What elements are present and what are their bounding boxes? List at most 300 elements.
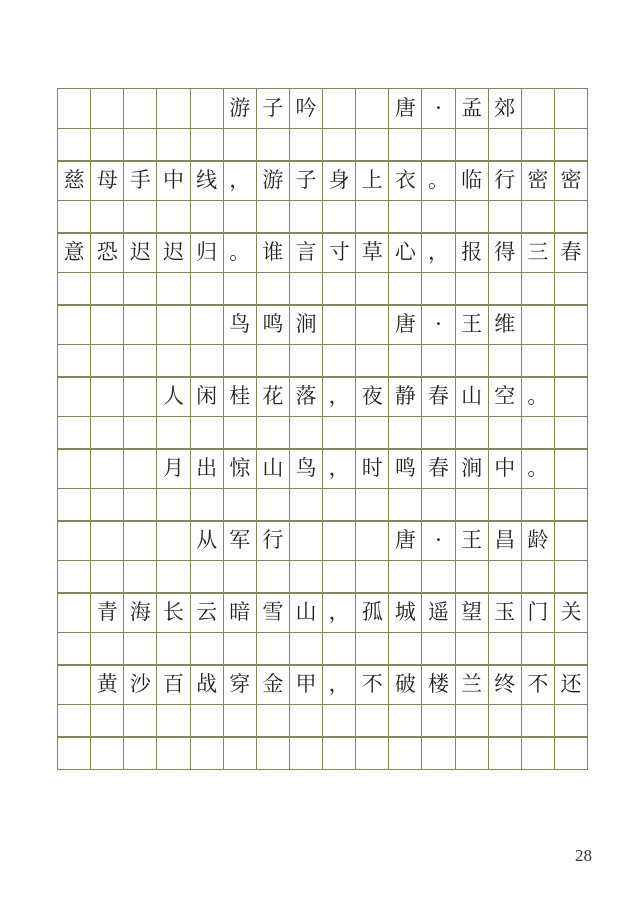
poem-line-char: 百 bbox=[157, 664, 190, 705]
grid-cell bbox=[58, 272, 91, 306]
grid-cell bbox=[290, 520, 323, 561]
grid-cell bbox=[522, 416, 555, 450]
grid-cell bbox=[157, 88, 190, 129]
grid-cell bbox=[124, 344, 157, 378]
grid-cell bbox=[522, 304, 555, 345]
text-grid-row bbox=[57, 160, 588, 201]
grid-cell bbox=[555, 272, 588, 306]
poem-title-char: 子 bbox=[257, 88, 290, 129]
poem-line-char: 迟 bbox=[124, 232, 157, 273]
grid-cell bbox=[191, 704, 224, 738]
grid-cell bbox=[157, 736, 190, 770]
grid-cell bbox=[157, 632, 190, 666]
grid-cell bbox=[356, 304, 389, 345]
grid-cell bbox=[389, 560, 422, 594]
grid-cell bbox=[555, 520, 588, 561]
poem-line-char: 花 bbox=[257, 376, 290, 417]
poem-line-char: 。 bbox=[422, 160, 455, 201]
blank-grid-row bbox=[57, 704, 588, 738]
grid-cell bbox=[58, 416, 91, 450]
poem-line-char: 长 bbox=[157, 592, 190, 633]
poem-title-char: 游 bbox=[224, 88, 257, 129]
grid-cell bbox=[224, 736, 257, 770]
grid-cell bbox=[323, 704, 356, 738]
poem-author-char: 王 bbox=[456, 520, 489, 561]
poem-line-char: 得 bbox=[489, 232, 522, 273]
grid-cell bbox=[91, 632, 124, 666]
poem-line-char: 山 bbox=[456, 376, 489, 417]
grid-cell bbox=[58, 128, 91, 162]
poem-title-char: 从 bbox=[191, 520, 224, 561]
grid-cell bbox=[389, 272, 422, 306]
poem-line-char: ， bbox=[323, 664, 356, 705]
poem-line-char: 桂 bbox=[224, 376, 257, 417]
poem-author-char: 维 bbox=[489, 304, 522, 345]
grid-cell bbox=[157, 304, 190, 345]
grid-cell bbox=[422, 488, 455, 522]
grid-cell bbox=[555, 304, 588, 345]
grid-cell bbox=[555, 632, 588, 666]
grid-cell bbox=[489, 632, 522, 666]
poem-line-char: 鸟 bbox=[290, 448, 323, 489]
grid-cell bbox=[290, 704, 323, 738]
poem-line-char: 母 bbox=[91, 160, 124, 201]
grid-cell bbox=[489, 200, 522, 234]
grid-cell bbox=[290, 736, 323, 770]
grid-cell bbox=[456, 736, 489, 770]
poem-line-char: 沙 bbox=[124, 664, 157, 705]
poem-line-char: 密 bbox=[522, 160, 555, 201]
grid-cell bbox=[91, 416, 124, 450]
grid-cell bbox=[91, 272, 124, 306]
poem-line-char: 遥 bbox=[422, 592, 455, 633]
grid-cell bbox=[323, 416, 356, 450]
grid-cell bbox=[489, 272, 522, 306]
grid-cell bbox=[356, 560, 389, 594]
poem-line-char: 山 bbox=[257, 448, 290, 489]
grid-cell bbox=[191, 304, 224, 345]
grid-cell bbox=[124, 376, 157, 417]
grid-cell bbox=[257, 704, 290, 738]
grid-cell bbox=[323, 632, 356, 666]
poem-line-char: 静 bbox=[389, 376, 422, 417]
grid-cell bbox=[157, 272, 190, 306]
poem-line-char: 门 bbox=[522, 592, 555, 633]
grid-cell bbox=[489, 344, 522, 378]
grid-cell bbox=[257, 488, 290, 522]
poem-line-char: 孤 bbox=[356, 592, 389, 633]
poem-line-char: 雪 bbox=[257, 592, 290, 633]
grid-cell bbox=[58, 488, 91, 522]
grid-cell bbox=[356, 704, 389, 738]
grid-cell bbox=[389, 416, 422, 450]
poem-line-char: 金 bbox=[257, 664, 290, 705]
grid-cell bbox=[456, 416, 489, 450]
text-grid-row bbox=[57, 592, 588, 633]
poem-line-char: ， bbox=[323, 376, 356, 417]
grid-cell bbox=[157, 488, 190, 522]
poem-line-char: 上 bbox=[356, 160, 389, 201]
grid-cell bbox=[356, 520, 389, 561]
grid-cell bbox=[257, 416, 290, 450]
poem-line-char: 月 bbox=[157, 448, 190, 489]
poem-line-char: 涧 bbox=[456, 448, 489, 489]
grid-cell bbox=[489, 736, 522, 770]
grid-cell bbox=[191, 200, 224, 234]
grid-cell bbox=[323, 88, 356, 129]
grid-cell bbox=[389, 736, 422, 770]
poem-author-char: 郊 bbox=[489, 88, 522, 129]
grid-cell bbox=[356, 88, 389, 129]
text-grid-row bbox=[57, 88, 588, 129]
grid-cell bbox=[224, 128, 257, 162]
grid-cell bbox=[422, 344, 455, 378]
grid-cell bbox=[191, 416, 224, 450]
grid-cell bbox=[58, 704, 91, 738]
grid-cell bbox=[522, 128, 555, 162]
grid-cell bbox=[456, 488, 489, 522]
grid-cell bbox=[290, 272, 323, 306]
poem-line-char: 战 bbox=[191, 664, 224, 705]
grid-cell bbox=[224, 416, 257, 450]
text-grid-row bbox=[57, 664, 588, 705]
grid-cell bbox=[422, 704, 455, 738]
poem-line-char: 春 bbox=[422, 376, 455, 417]
grid-cell bbox=[323, 344, 356, 378]
poem-line-char: 云 bbox=[191, 592, 224, 633]
grid-cell bbox=[124, 128, 157, 162]
poem-line-char: 破 bbox=[389, 664, 422, 705]
grid-cell bbox=[157, 128, 190, 162]
grid-cell bbox=[323, 200, 356, 234]
grid-cell bbox=[389, 632, 422, 666]
grid-cell bbox=[257, 560, 290, 594]
grid-cell bbox=[555, 488, 588, 522]
grid-cell bbox=[356, 200, 389, 234]
grid-cell bbox=[191, 488, 224, 522]
grid-cell bbox=[191, 88, 224, 129]
poem-line-char: 密 bbox=[555, 160, 588, 201]
text-grid-row bbox=[57, 520, 588, 561]
grid-cell bbox=[422, 560, 455, 594]
poem-line-char: 言 bbox=[290, 232, 323, 273]
grid-cell bbox=[489, 416, 522, 450]
poem-author-char: 唐 bbox=[389, 88, 422, 129]
grid-cell bbox=[356, 736, 389, 770]
poem-line-char: 青 bbox=[91, 592, 124, 633]
grid-cell bbox=[124, 704, 157, 738]
grid-cell bbox=[58, 304, 91, 345]
grid-cell bbox=[290, 560, 323, 594]
grid-cell bbox=[356, 272, 389, 306]
poem-line-char: 甲 bbox=[290, 664, 323, 705]
grid-cell bbox=[522, 88, 555, 129]
grid-cell bbox=[456, 560, 489, 594]
blank-grid-row bbox=[57, 560, 588, 594]
grid-cell bbox=[257, 632, 290, 666]
grid-cell bbox=[456, 128, 489, 162]
poem-line-char: 寸 bbox=[323, 232, 356, 273]
grid-cell bbox=[257, 736, 290, 770]
grid-cell bbox=[323, 560, 356, 594]
poem-line-char: 谁 bbox=[257, 232, 290, 273]
poem-line-char: 夜 bbox=[356, 376, 389, 417]
grid-cell bbox=[124, 632, 157, 666]
grid-cell bbox=[389, 344, 422, 378]
grid-cell bbox=[422, 632, 455, 666]
grid-cell bbox=[91, 520, 124, 561]
grid-cell bbox=[489, 128, 522, 162]
grid-cell bbox=[522, 488, 555, 522]
poem-author-char: 唐 bbox=[389, 304, 422, 345]
poem-line-char: 报 bbox=[456, 232, 489, 273]
grid-cell bbox=[356, 344, 389, 378]
grid-cell bbox=[124, 736, 157, 770]
grid-cell bbox=[522, 736, 555, 770]
poem-author-char: · bbox=[422, 520, 455, 561]
poem-line-char: 。 bbox=[224, 232, 257, 273]
grid-cell bbox=[157, 344, 190, 378]
blank-grid-row bbox=[57, 128, 588, 162]
grid-cell bbox=[58, 344, 91, 378]
blank-grid-row bbox=[57, 632, 588, 666]
grid-cell bbox=[58, 592, 91, 633]
grid-cell bbox=[323, 488, 356, 522]
blank-grid-row bbox=[57, 488, 588, 522]
grid-cell bbox=[257, 272, 290, 306]
grid-cell bbox=[290, 416, 323, 450]
grid-cell bbox=[422, 416, 455, 450]
grid-cell bbox=[555, 376, 588, 417]
text-grid-row bbox=[57, 304, 588, 345]
grid-cell bbox=[323, 128, 356, 162]
calligraphy-practice-grid bbox=[57, 88, 588, 840]
blank-grid-row bbox=[57, 736, 588, 770]
grid-cell bbox=[456, 200, 489, 234]
grid-cell bbox=[522, 632, 555, 666]
blank-grid-row bbox=[57, 200, 588, 234]
poem-line-char: 望 bbox=[456, 592, 489, 633]
grid-cell bbox=[124, 200, 157, 234]
grid-cell bbox=[555, 736, 588, 770]
grid-cell bbox=[91, 344, 124, 378]
text-grid-row bbox=[57, 232, 588, 273]
poem-line-char: 人 bbox=[157, 376, 190, 417]
grid-cell bbox=[191, 272, 224, 306]
poem-line-char: 归 bbox=[191, 232, 224, 273]
poem-author-char: 昌 bbox=[489, 520, 522, 561]
poem-line-char: 玉 bbox=[489, 592, 522, 633]
grid-cell bbox=[58, 736, 91, 770]
grid-cell bbox=[422, 128, 455, 162]
poem-line-char: 海 bbox=[124, 592, 157, 633]
poem-author-char: · bbox=[422, 88, 455, 129]
grid-cell bbox=[422, 272, 455, 306]
grid-cell bbox=[422, 200, 455, 234]
grid-cell bbox=[290, 632, 323, 666]
poem-line-char: 。 bbox=[522, 448, 555, 489]
poem-line-char: 迟 bbox=[157, 232, 190, 273]
grid-cell bbox=[191, 128, 224, 162]
poem-line-char: 中 bbox=[489, 448, 522, 489]
poem-line-char: 不 bbox=[522, 664, 555, 705]
poem-line-char: 春 bbox=[422, 448, 455, 489]
grid-cell bbox=[522, 272, 555, 306]
grid-cell bbox=[489, 488, 522, 522]
poem-title-char: 军 bbox=[224, 520, 257, 561]
grid-cell bbox=[157, 200, 190, 234]
poem-line-char: 恐 bbox=[91, 232, 124, 273]
grid-cell bbox=[389, 488, 422, 522]
page-number: 28 bbox=[575, 846, 592, 865]
grid-cell bbox=[323, 304, 356, 345]
grid-cell bbox=[91, 128, 124, 162]
grid-cell bbox=[91, 488, 124, 522]
grid-cell bbox=[124, 304, 157, 345]
poem-line-char: 关 bbox=[555, 592, 588, 633]
poem-line-char: 惊 bbox=[224, 448, 257, 489]
poem-line-char: 行 bbox=[489, 160, 522, 201]
grid-cell bbox=[224, 632, 257, 666]
poem-line-char: 终 bbox=[489, 664, 522, 705]
grid-cell bbox=[257, 344, 290, 378]
grid-cell bbox=[91, 304, 124, 345]
poem-author-char: 唐 bbox=[389, 520, 422, 561]
grid-cell bbox=[58, 664, 91, 705]
grid-cell bbox=[555, 344, 588, 378]
grid-cell bbox=[389, 704, 422, 738]
grid-cell bbox=[91, 560, 124, 594]
grid-cell bbox=[389, 200, 422, 234]
poem-line-char: ， bbox=[323, 448, 356, 489]
grid-cell bbox=[58, 632, 91, 666]
grid-cell bbox=[522, 560, 555, 594]
grid-cell bbox=[555, 200, 588, 234]
grid-cell bbox=[522, 200, 555, 234]
grid-cell bbox=[456, 344, 489, 378]
grid-cell bbox=[555, 416, 588, 450]
grid-cell bbox=[124, 416, 157, 450]
blank-grid-row bbox=[57, 416, 588, 450]
poem-line-char: 身 bbox=[323, 160, 356, 201]
grid-cell bbox=[356, 488, 389, 522]
poem-line-char: 闲 bbox=[191, 376, 224, 417]
grid-cell bbox=[124, 448, 157, 489]
grid-cell bbox=[58, 560, 91, 594]
poem-line-char: 心 bbox=[389, 232, 422, 273]
poem-line-char: 出 bbox=[191, 448, 224, 489]
poem-line-char: 黄 bbox=[91, 664, 124, 705]
grid-cell bbox=[58, 200, 91, 234]
poem-line-char: 意 bbox=[58, 232, 91, 273]
grid-cell bbox=[323, 736, 356, 770]
blank-grid-row bbox=[57, 272, 588, 306]
poem-line-char: 三 bbox=[522, 232, 555, 273]
grid-cell bbox=[456, 704, 489, 738]
text-grid-row bbox=[57, 376, 588, 417]
grid-cell bbox=[58, 448, 91, 489]
grid-cell bbox=[257, 128, 290, 162]
grid-cell bbox=[91, 376, 124, 417]
grid-cell bbox=[489, 560, 522, 594]
grid-cell bbox=[157, 560, 190, 594]
grid-cell bbox=[124, 488, 157, 522]
grid-cell bbox=[157, 416, 190, 450]
poem-line-char: 城 bbox=[389, 592, 422, 633]
poem-line-char: ， bbox=[323, 592, 356, 633]
grid-cell bbox=[124, 88, 157, 129]
poem-line-char: 空 bbox=[489, 376, 522, 417]
grid-cell bbox=[522, 344, 555, 378]
grid-cell bbox=[58, 88, 91, 129]
grid-cell bbox=[124, 520, 157, 561]
grid-cell bbox=[224, 344, 257, 378]
grid-cell bbox=[157, 704, 190, 738]
poem-line-char: 时 bbox=[356, 448, 389, 489]
grid-cell bbox=[157, 520, 190, 561]
poem-title-char: 涧 bbox=[290, 304, 323, 345]
grid-cell bbox=[91, 448, 124, 489]
grid-cell bbox=[555, 128, 588, 162]
poem-line-char: 落 bbox=[290, 376, 323, 417]
grid-cell bbox=[191, 736, 224, 770]
grid-cell bbox=[290, 200, 323, 234]
poem-line-char: 手 bbox=[124, 160, 157, 201]
grid-cell bbox=[224, 560, 257, 594]
blank-grid-row bbox=[57, 344, 588, 378]
grid-cell bbox=[323, 520, 356, 561]
grid-cell bbox=[124, 272, 157, 306]
grid-cell bbox=[91, 736, 124, 770]
grid-cell bbox=[323, 272, 356, 306]
grid-cell bbox=[290, 128, 323, 162]
grid-cell bbox=[489, 704, 522, 738]
grid-cell bbox=[356, 128, 389, 162]
grid-cell bbox=[224, 272, 257, 306]
grid-cell bbox=[124, 560, 157, 594]
grid-cell bbox=[522, 704, 555, 738]
grid-cell bbox=[58, 376, 91, 417]
grid-cell bbox=[191, 560, 224, 594]
grid-cell bbox=[356, 416, 389, 450]
poem-author-char: 孟 bbox=[456, 88, 489, 129]
poem-line-char: 山 bbox=[290, 592, 323, 633]
grid-cell bbox=[191, 344, 224, 378]
poem-line-char: 中 bbox=[157, 160, 190, 201]
grid-cell bbox=[224, 704, 257, 738]
poem-line-char: 游 bbox=[257, 160, 290, 201]
grid-cell bbox=[422, 736, 455, 770]
grid-cell bbox=[257, 200, 290, 234]
poem-author-char: · bbox=[422, 304, 455, 345]
poem-author-char: 王 bbox=[456, 304, 489, 345]
grid-cell bbox=[555, 448, 588, 489]
poem-line-char: ， bbox=[224, 160, 257, 201]
poem-line-char: 不 bbox=[356, 664, 389, 705]
poem-line-char: 兰 bbox=[456, 664, 489, 705]
poem-title-char: 行 bbox=[257, 520, 290, 561]
grid-cell bbox=[555, 88, 588, 129]
grid-cell bbox=[456, 632, 489, 666]
grid-cell bbox=[456, 272, 489, 306]
poem-line-char: 草 bbox=[356, 232, 389, 273]
poem-title-char: 鸟 bbox=[224, 304, 257, 345]
poem-author-char: 龄 bbox=[522, 520, 555, 561]
grid-cell bbox=[58, 520, 91, 561]
poem-line-char: 。 bbox=[522, 376, 555, 417]
poem-line-char: 衣 bbox=[389, 160, 422, 201]
poem-title-char: 鸣 bbox=[257, 304, 290, 345]
